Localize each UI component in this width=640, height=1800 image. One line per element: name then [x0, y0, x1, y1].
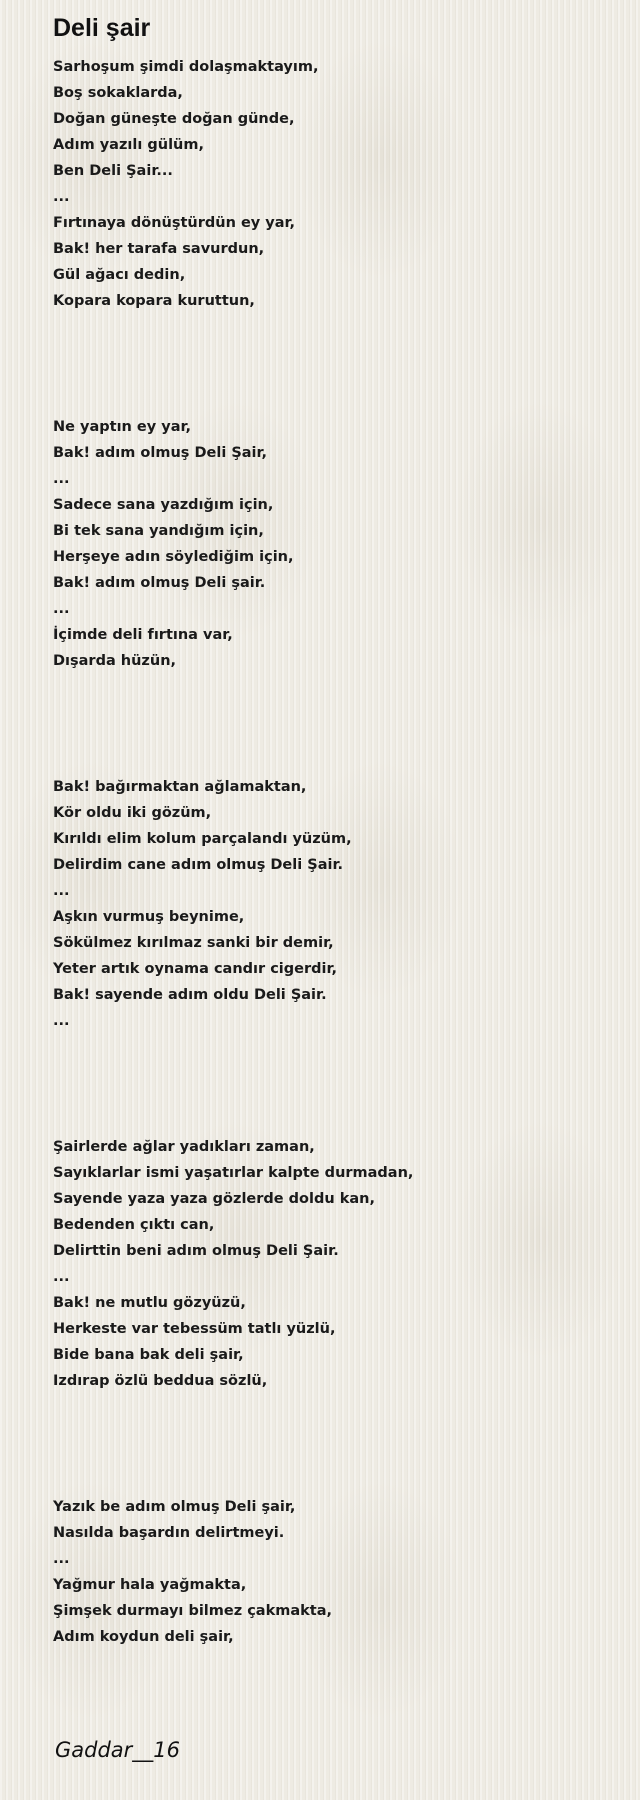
poem-line: ... [53, 471, 70, 487]
poem-line: Ne yaptın ey yar, [53, 419, 192, 435]
poem-line: Nasılda başardın delirtmeyi. [53, 1525, 285, 1541]
stanza [53, 1134, 613, 1394]
poem-line: ... [53, 1269, 70, 1285]
poem-line: Gül ağacı dedin, [53, 267, 186, 283]
stanza [53, 414, 613, 674]
poem-line: ... [53, 189, 70, 205]
poem-line: Bak! ne mutlu gözyüzü, [53, 1295, 246, 1311]
poem-line: Izdırap özlü beddua sözlü, [53, 1373, 268, 1389]
poem-line: Bak! sayende adım oldu Deli Şair. [53, 987, 327, 1003]
poem-line: Yağmur hala yağmakta, [53, 1577, 247, 1593]
poem-line: Dışarda hüzün, [53, 653, 177, 669]
poem-line: Bide bana bak deli şair, [53, 1347, 244, 1363]
poem-line: ... [53, 601, 70, 617]
stanza [53, 774, 613, 1034]
poem-line: ... [53, 1551, 70, 1567]
poem-line: Bak! her tarafa savurdun, [53, 241, 265, 257]
poem-line: Kırıldı elim kolum parçalandı yüzüm, [53, 831, 352, 847]
poem-line: İçimde deli fırtına var, [53, 627, 233, 643]
poem-line: Boş sokaklarda, [53, 85, 183, 101]
poem-line: Bak! adım olmuş Deli şair. [53, 575, 266, 591]
poem-line: Yeter artık oynama candır cigerdir, [53, 961, 338, 977]
poem-line: ... [53, 1013, 70, 1029]
poem-line: ... [53, 883, 70, 899]
poem-line: Aşkın vurmuş beynime, [53, 909, 245, 925]
poem-line: Bak! bağırmaktan ağlamaktan, [53, 779, 307, 795]
poem-line: Sarhoşum şimdi dolaşmaktayım, [53, 59, 319, 75]
poem-line: Bi tek sana yandığım için, [53, 523, 264, 539]
poem-author: Gaddar__16 [55, 1738, 181, 1762]
poem-line: Ben Deli Şair... [53, 163, 173, 179]
poem-line: Sökülmez kırılmaz sanki bir demir, [53, 935, 334, 951]
poem-line: Yazık be adım olmuş Deli şair, [53, 1499, 296, 1515]
poem-line: Kopara kopara kuruttun, [53, 293, 255, 309]
poem-line: Delirttin beni adım olmuş Deli Şair. [53, 1243, 339, 1259]
poem-line: Kör oldu iki gözüm, [53, 805, 212, 821]
stanza [53, 54, 613, 314]
poem-line: Sadece sana yazdığım için, [53, 497, 274, 513]
poem-page [53, 10, 613, 1650]
poem-line: Şimşek durmayı bilmez çakmakta, [53, 1603, 332, 1619]
poem-line: Herkeste var tebessüm tatlı yüzlü, [53, 1321, 336, 1337]
poem-line: Sayıklarlar ismi yaşatırlar kalpte durmadan, [53, 1165, 414, 1181]
poem-line: Herşeye adın söylediğim için, [53, 549, 294, 565]
poem-line: Fırtınaya dönüştürdün ey yar, [53, 215, 296, 231]
stanza [53, 1494, 613, 1650]
poem-line: Delirdim cane adım olmuş Deli Şair. [53, 857, 344, 873]
poem-line: Bedenden çıktı can, [53, 1217, 215, 1233]
poem-line: Adım koydun deli şair, [53, 1629, 234, 1645]
poem-line: Bak! adım olmuş Deli Şair, [53, 445, 268, 461]
poem-line: Doğan güneşte doğan günde, [53, 111, 295, 127]
poem-body [53, 54, 613, 1650]
poem-line: Sayende yaza yaza gözlerde doldu kan, [53, 1191, 375, 1207]
poem-line: Şairlerde ağlar yadıkları zaman, [53, 1139, 315, 1155]
poem-title: Deli şair [53, 14, 151, 42]
poem-line: Adım yazılı gülüm, [53, 137, 204, 153]
